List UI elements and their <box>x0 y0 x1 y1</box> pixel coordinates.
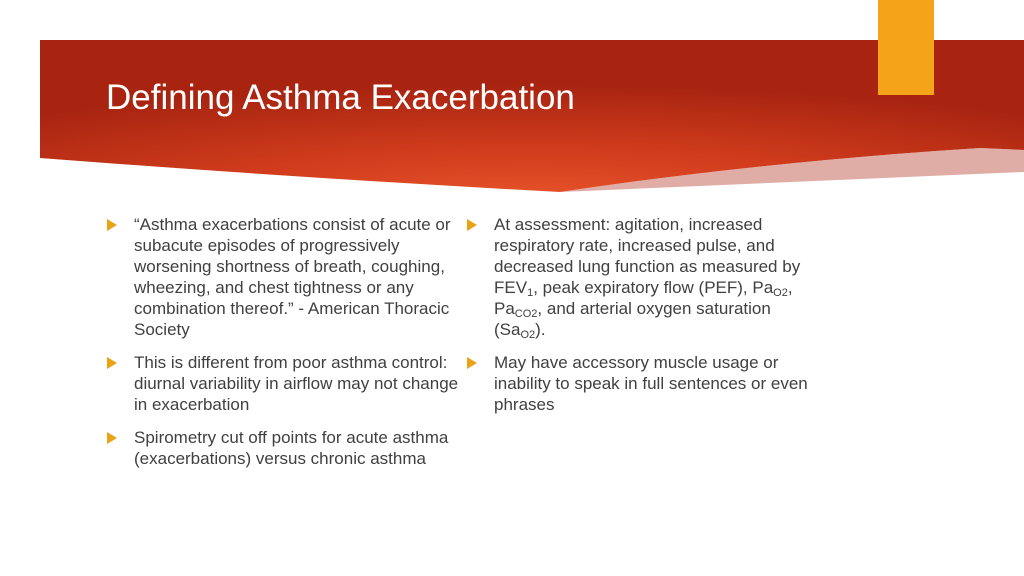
subscript: O2 <box>520 329 536 341</box>
text-part: , and arterial oxygen saturation (Sa <box>494 299 771 339</box>
bullet-text <box>494 215 800 339</box>
bullet-item <box>466 214 826 340</box>
text-part: , peak expiratory flow (PEF), Pa <box>533 278 774 297</box>
bullet-item <box>106 352 466 415</box>
subscript: CO2 <box>514 308 538 320</box>
triangle-bullet-icon <box>107 219 117 231</box>
bullet-item <box>106 214 466 340</box>
left-bullet-list <box>106 214 466 481</box>
subscript: O2 <box>773 287 788 299</box>
triangle-bullet-icon <box>107 432 117 444</box>
triangle-bullet-icon <box>467 357 477 369</box>
bullet-item <box>466 352 826 415</box>
triangle-bullet-icon <box>107 357 117 369</box>
right-bullet-list <box>466 214 826 427</box>
text-part: ). <box>535 320 546 339</box>
bullet-text: “Asthma exacerbations consist of acute or subacute episodes of progressively worsening shortness of breath, coughing, wheezing, and chest tightness or any combination thereof.” - American Thoracic Society <box>134 215 451 339</box>
slide-title: Defining Asthma Exacerbation <box>106 78 575 117</box>
bullet-text: Spirometry cut off points for acute asthma (exacerbations) versus chronic asthma <box>134 428 449 468</box>
bullet-text: This is different from poor asthma control: diurnal variability in airflow may not change in exacerbation <box>134 353 459 414</box>
bullet-item <box>106 427 466 469</box>
bullet-text: May have accessory muscle usage or inability to speak in full sentences or even phrases <box>494 353 808 414</box>
accent-tab <box>878 0 934 95</box>
triangle-bullet-icon <box>467 219 477 231</box>
text-part: , Pa <box>494 278 793 318</box>
text-part: At assessment: agitation, increased respiratory rate, increased pulse, and decreased lung function as measured by FEV <box>494 215 801 297</box>
subscript: 1 <box>527 287 534 299</box>
